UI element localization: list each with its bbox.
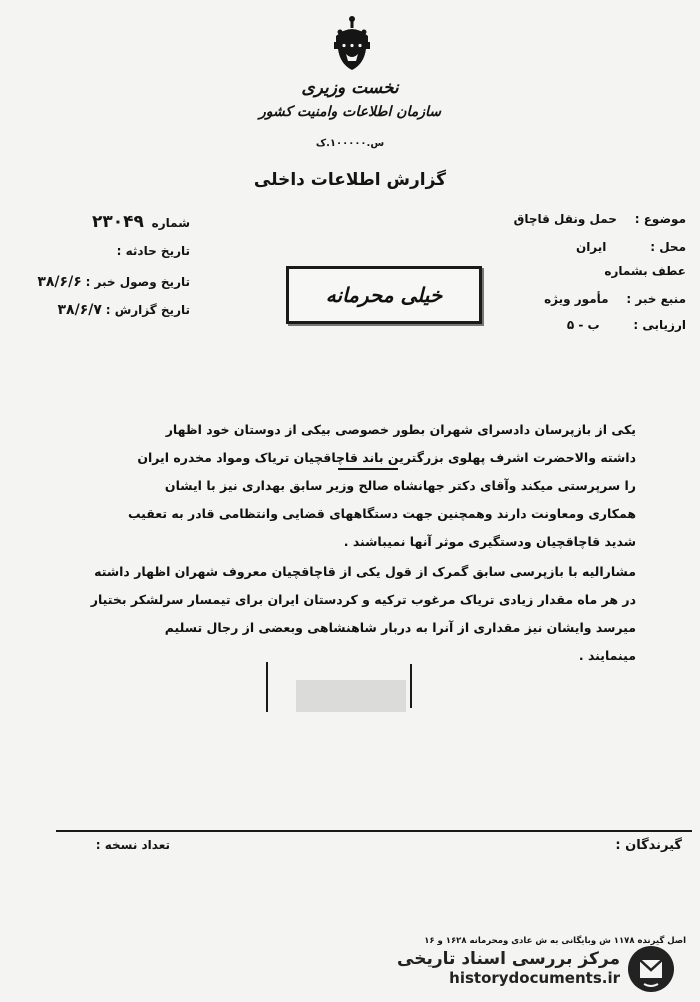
- location-label: محل :: [650, 240, 686, 254]
- subject-field: [514, 212, 686, 226]
- margin-mark: [266, 662, 268, 712]
- body-para1-line1: یکی از بازپرسان دادسرای شهران بطور خصوصی بیکی از دوستان خود اظهار: [165, 422, 636, 437]
- copies-label: تعداد نسخه :: [95, 838, 170, 852]
- body-para2-line3: میرسد وایشان نیز مقداری از آنرا به دربار شاهنشاهی وبعضی از رجال تسلیم: [164, 620, 636, 635]
- body-para1-line4: همکاری ومعاونت دارند وهمچنین جهت دستگاههای قضایی وانتظامی قادر به تعقیب: [127, 506, 636, 521]
- body-para2-line2: در هر ماه مقدار زیادی تریاک مرغوب ترکیه و کردستان ایران برای تیمسار سرلشکر بختیار: [90, 592, 636, 607]
- reference-number-field: [604, 264, 686, 278]
- margin-mark: [410, 664, 412, 708]
- rating-field: [567, 318, 686, 332]
- bottom-note: اصل گیرنده ۱۱۷۸ ش وبایگانی به ش عادی ومحرمانه ۱۶۲۸ و ۱۶: [424, 936, 686, 946]
- body-para2-line1: مشارالیه با بازپرسی سابق گمرک از قول یکی از قاچاقچیان معروف شهران اظهار داشته: [94, 564, 636, 579]
- document-number-label: شماره: [151, 216, 190, 230]
- body-para1-line5: شدید قاچاقچیان ودستگیری موثر آنها نمیباشند .: [343, 534, 636, 549]
- letterhead-organization: سازمان اطلاعات وامنیت کشور: [258, 104, 442, 120]
- reference-number-label: عطف بشماره: [604, 264, 686, 278]
- source-value: مأمور ویژه: [544, 292, 609, 306]
- crown-emblem-icon: [328, 14, 376, 74]
- subject-label: موضوع :: [634, 212, 686, 226]
- body-para1-line3: را سرپرستی میکند وآقای دکتر جهانشاه صالح وزیر سابق بهداری نیز با ایشان: [164, 478, 636, 493]
- rating-label: ارزیابی :: [633, 318, 686, 332]
- location-field: [576, 240, 686, 254]
- location-value: ایران: [575, 240, 607, 254]
- subject-value: حمل ونقل قاچاق: [513, 212, 617, 226]
- document-number-value: ۲۳۰۴۹: [91, 212, 144, 232]
- receipt-date-field: [14, 274, 190, 290]
- receipt-date-label: تاریخ وصول خبر :: [85, 275, 190, 289]
- report-title: گزارش اطلاعات داخلی: [253, 170, 447, 190]
- underline-mark: [338, 468, 398, 470]
- document-number-field: [30, 212, 190, 232]
- footer-divider: [56, 830, 692, 832]
- event-date-label: تاریخ حادثه :: [116, 244, 190, 258]
- letterhead-title: نخست وزیری: [301, 78, 399, 98]
- archive-logo-icon: [626, 944, 676, 994]
- redacted-signature: [296, 680, 406, 712]
- classification-stamp: خیلی محرمانه: [286, 266, 482, 324]
- rating-value: ب - ۵: [566, 318, 600, 332]
- report-date-label: تاریخ گزارش :: [105, 303, 190, 317]
- receipt-date-value: ۳۸/۶/۶: [37, 274, 82, 290]
- body-para1-line2: داشته والاحضرت اشرف پهلوی بزرگترین باند قاچاقچیان تریاک ومواد مخدره ایران: [137, 450, 636, 465]
- watermark-url: historydocuments.ir: [449, 969, 620, 987]
- source-field: [544, 292, 686, 306]
- source-label: منبع خبر :: [626, 292, 686, 306]
- watermark-title: مرکز بررسی اسناد تاریخی: [397, 949, 620, 969]
- report-date-value: ۳۸/۶/۷: [57, 302, 102, 318]
- recipients-label: گیرندگان :: [615, 838, 682, 853]
- letterhead-form-code: س.۱۰۰۰۰۰.ک: [315, 138, 385, 149]
- body-para2-line4: مینمایند .: [578, 648, 636, 663]
- report-date-field: [14, 302, 190, 318]
